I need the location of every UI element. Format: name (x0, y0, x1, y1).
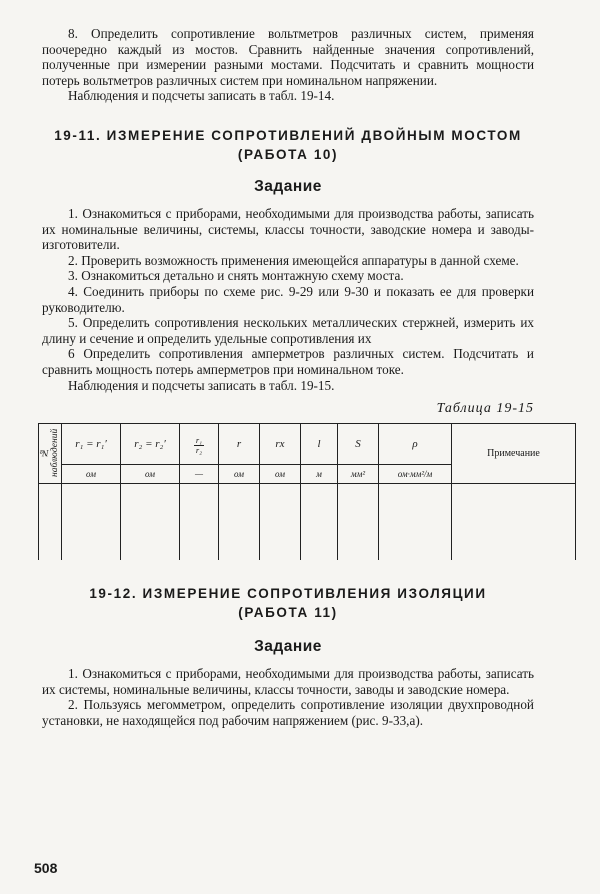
col-s: S (338, 424, 379, 465)
task-item-2: 2. Проверить возможность применения имеющейся аппаратуры в данной схеме. (68, 252, 519, 268)
task-item-1: 1. Ознакомиться с приборами, необходимыми для производства работы, записать их номинальные величины, системы, классы точности, заводские номера и заводы-изготовители. (42, 205, 534, 253)
task-title-2: Задание (254, 638, 322, 656)
section-heading-19-11: 19-11. ИЗМЕРЕНИЕ СОПРОТИВЛЕНИЙ ДВОЙНЫМ МОСТОМ (54, 127, 522, 143)
page-number: 508 (34, 860, 58, 876)
page-content (39, 26, 540, 728)
col-note: Примечание (452, 424, 576, 484)
section-heading-19-12: 19-12. ИЗМЕРЕНИЕ СОПРОТИВЛЕНИЯ ИЗОЛЯЦИИ (89, 586, 487, 602)
table-cell (452, 484, 576, 561)
task-item-5: 5. Определить сопротивления нескольких металлических стержней, измерить их длину и сечение и определить удельные сопротивления их (42, 315, 534, 346)
section-heading-19-11-work: (РАБОТА 10) (237, 146, 339, 162)
table-cell (62, 484, 121, 561)
task2-item-2: 2. Пользуясь мегомметром, определить сопротивление изоляции двухпроводной установки, не находящейся под рабочим напряжением (рис. 9-33,а). (42, 697, 534, 728)
table-cell (301, 484, 338, 561)
table-cell (180, 484, 219, 561)
unit-ratio: — (180, 465, 219, 484)
unit-r1: ом (62, 465, 121, 484)
task-item-4: 4. Соединить приборы по схеме рис. 9-29 или 9-30 и показать ее для проверки руководителю. (42, 283, 534, 315)
observations-table (38, 423, 576, 560)
col-observation-number: № наблюдений (39, 424, 62, 484)
task-note: Наблюдения и подсчеты записать в табл. 19-15. (68, 377, 335, 393)
table-cell (260, 484, 301, 561)
col-r: r (219, 424, 260, 465)
table-cell (379, 484, 452, 561)
table-cell (121, 484, 180, 561)
section-heading-19-12-work: (РАБОТА 11) (238, 605, 338, 621)
unit-rx: ом (260, 465, 301, 484)
task-title: Задание (254, 177, 322, 195)
table-cell (338, 484, 379, 561)
col-l: l (301, 424, 338, 465)
table-cell (39, 484, 62, 561)
col-ratio: $\frac{\text{r₁}}{\text{r₂}}$ (180, 424, 219, 465)
table-cell (219, 484, 260, 561)
col-r2: r₂ = r₂′ (121, 424, 180, 465)
table-caption: Таблица 19-15 (436, 401, 534, 417)
table-reference-note: Наблюдения и подсчеты записать в табл. 19-14. (68, 88, 335, 104)
unit-r: ом (219, 465, 260, 484)
task-item-3: 3. Ознакомиться детально и снять монтажную схему моста. (68, 268, 404, 284)
paragraph-8: 8. Определить сопротивление вольтметров различных систем, применяя поочередно каждый из мостов. Сравнить найденные значения сопротивлений, полученные при измерении разными мостами. Подсчитать и сравнить мощности потерь вольтметров различных систем при номинальном напряжении. (42, 26, 534, 88)
task2-item-1: 1. Ознакомиться с приборами, необходимыми для производства работы, записать их системы, номинальные величины, классы точности, заводы и заводские номера. (42, 666, 534, 697)
table-row (39, 484, 576, 561)
task-item-6: 6 Определить сопротивления амперметров различных систем. Подсчитать и сравнить мощность потерь амперметров при номинальном токе. (42, 346, 534, 377)
unit-r2: ом (121, 465, 180, 484)
unit-rho: ом·мм²/м (379, 465, 452, 484)
col-r1: r₁ = r₁′ (62, 424, 121, 465)
col-rx: rx (260, 424, 301, 465)
unit-s: мм² (338, 465, 379, 484)
unit-l: м (301, 465, 338, 484)
col-rho: ρ (379, 424, 452, 465)
